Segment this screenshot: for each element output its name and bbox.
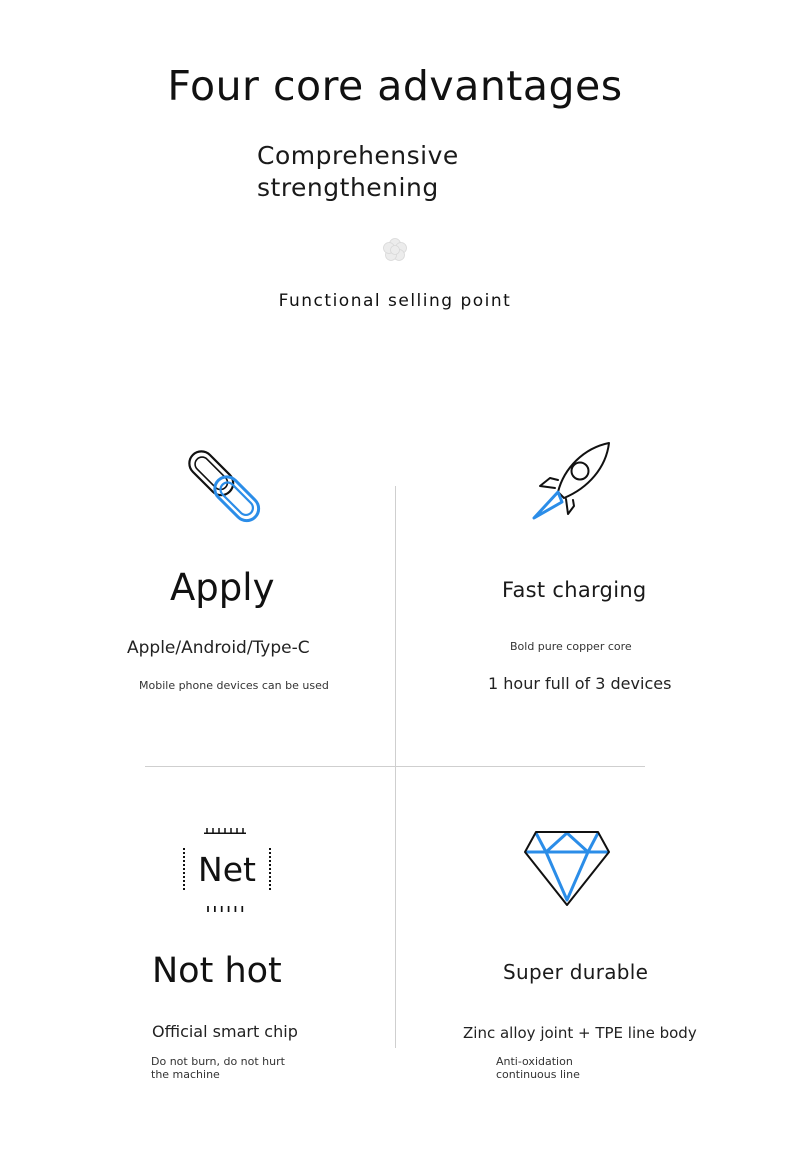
horizontal-divider (145, 766, 645, 767)
diamond-icon (522, 830, 612, 908)
feature-line1-not-hot: Official smart chip (152, 1022, 298, 1041)
link-icon (178, 440, 270, 532)
chip-icon: Net (183, 848, 271, 890)
page-subtitle: Comprehensive strengthening (257, 141, 459, 202)
feature-heading-not-hot: Not hot (152, 951, 282, 991)
feature-line1-super-durable: Zinc alloy joint + TPE line body (463, 1024, 697, 1042)
feature-line2-apply: Mobile phone devices can be used (139, 679, 329, 692)
page-title: Four core advantages (167, 62, 623, 110)
feature-line1-apply: Apple/Android/Type-C (127, 638, 310, 658)
feature-heading-fast-charging: Fast charging (502, 578, 647, 602)
chip-pins-top-icon (197, 828, 253, 834)
section-label: Functional selling point (278, 291, 512, 311)
feature-heading-super-durable: Super durable (503, 960, 649, 984)
flower-icon (382, 237, 408, 263)
rocket-icon (528, 440, 614, 524)
chip-pins-bottom-icon (203, 906, 249, 912)
feature-line2-super-durable: Anti-oxidation continuous line (496, 1055, 580, 1081)
feature-heading-apply: Apply (170, 566, 275, 609)
feature-line2-not-hot: Do not burn, do not hurt the machine (151, 1055, 285, 1081)
feature-line1-fast-charging: Bold pure copper core (510, 640, 632, 653)
feature-line2-fast-charging: 1 hour full of 3 devices (488, 674, 672, 693)
vertical-divider (395, 486, 396, 1048)
